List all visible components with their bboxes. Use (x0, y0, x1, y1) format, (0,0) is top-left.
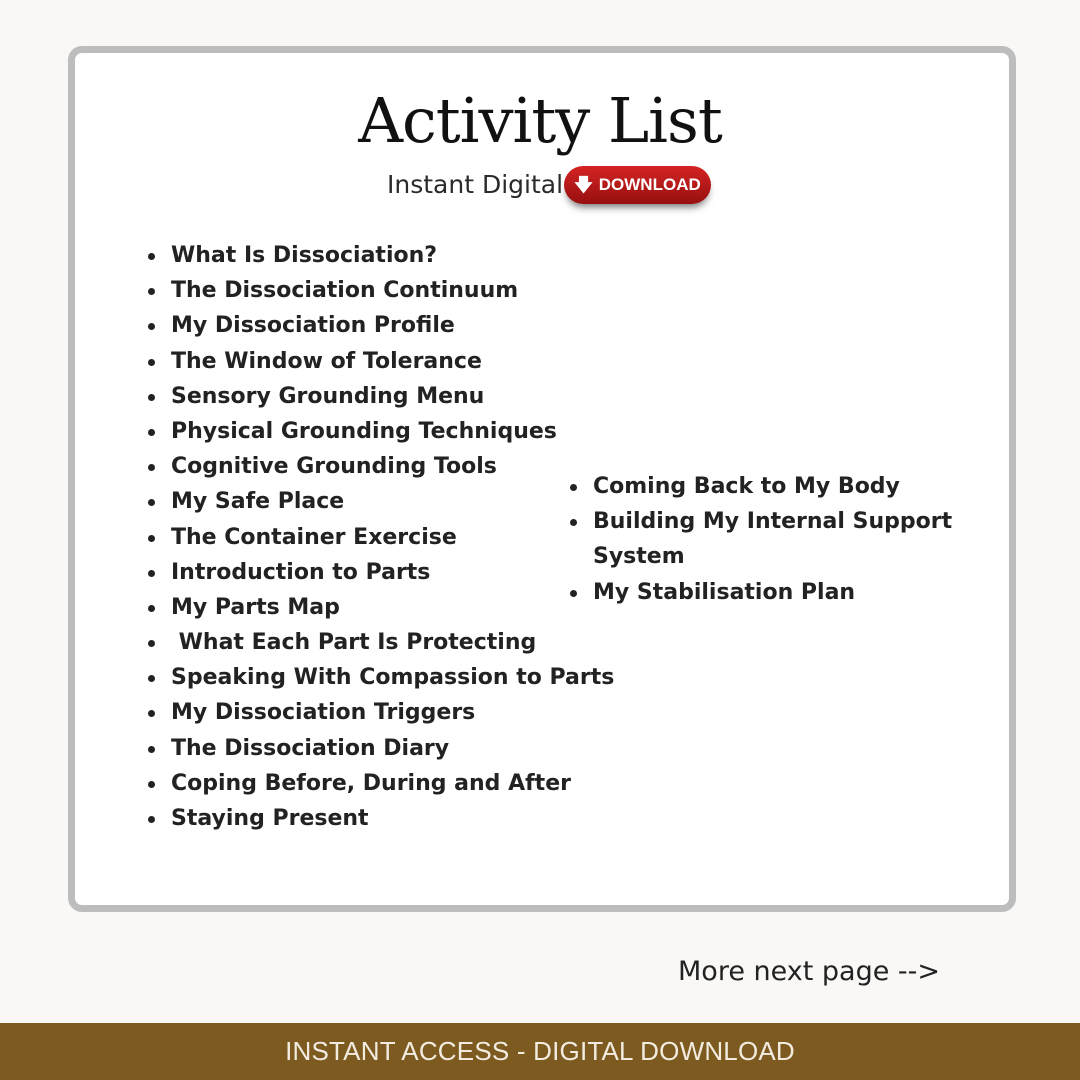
footer-banner (0, 1023, 1080, 1080)
list-item: The Container Exercise (148, 520, 614, 555)
list-item: Staying Present (148, 801, 614, 836)
list-item: My Dissociation Triggers (148, 695, 614, 730)
list-item: My Stabilisation Plan (570, 575, 952, 610)
download-arrow-icon: 🡇 (574, 175, 593, 195)
list-item: Physical Grounding Techniques (148, 414, 614, 449)
list-item: My Parts Map (148, 590, 614, 625)
list-item: Speaking With Compassion to Parts (148, 660, 614, 695)
more-next-page-link[interactable]: More next page --> (678, 956, 941, 987)
list-item: Cognitive Grounding Tools (148, 449, 614, 484)
list-item: The Dissociation Diary (148, 731, 614, 766)
list-item: The Dissociation Continuum (148, 273, 614, 308)
list-item: My Safe Place (148, 484, 614, 519)
page-title: Activity List (358, 84, 722, 157)
list-item: What Is Dissociation? (148, 238, 614, 273)
list-item: Coming Back to My Body (570, 469, 952, 504)
download-badge-label: DOWNLOAD (598, 175, 701, 194)
list-item: What Each Part Is Protecting (148, 625, 614, 660)
subtitle: Instant Digital (387, 170, 564, 199)
footer-text: INSTANT ACCESS - DIGITAL DOWNLOAD (285, 1036, 795, 1066)
list-item: Building My Internal Support (570, 504, 952, 539)
activity-list-left (148, 238, 614, 836)
list-item: Coping Before, During and After (148, 766, 614, 801)
list-item: My Dissociation Profile (148, 308, 614, 343)
list-item: Sensory Grounding Menu (148, 379, 614, 414)
list-item: The Window of Tolerance (148, 344, 614, 379)
list-item: Introduction to Parts (148, 555, 614, 590)
activity-list-right (570, 469, 952, 610)
list-item-continuation: System (593, 544, 685, 570)
download-badge[interactable] (564, 166, 711, 204)
